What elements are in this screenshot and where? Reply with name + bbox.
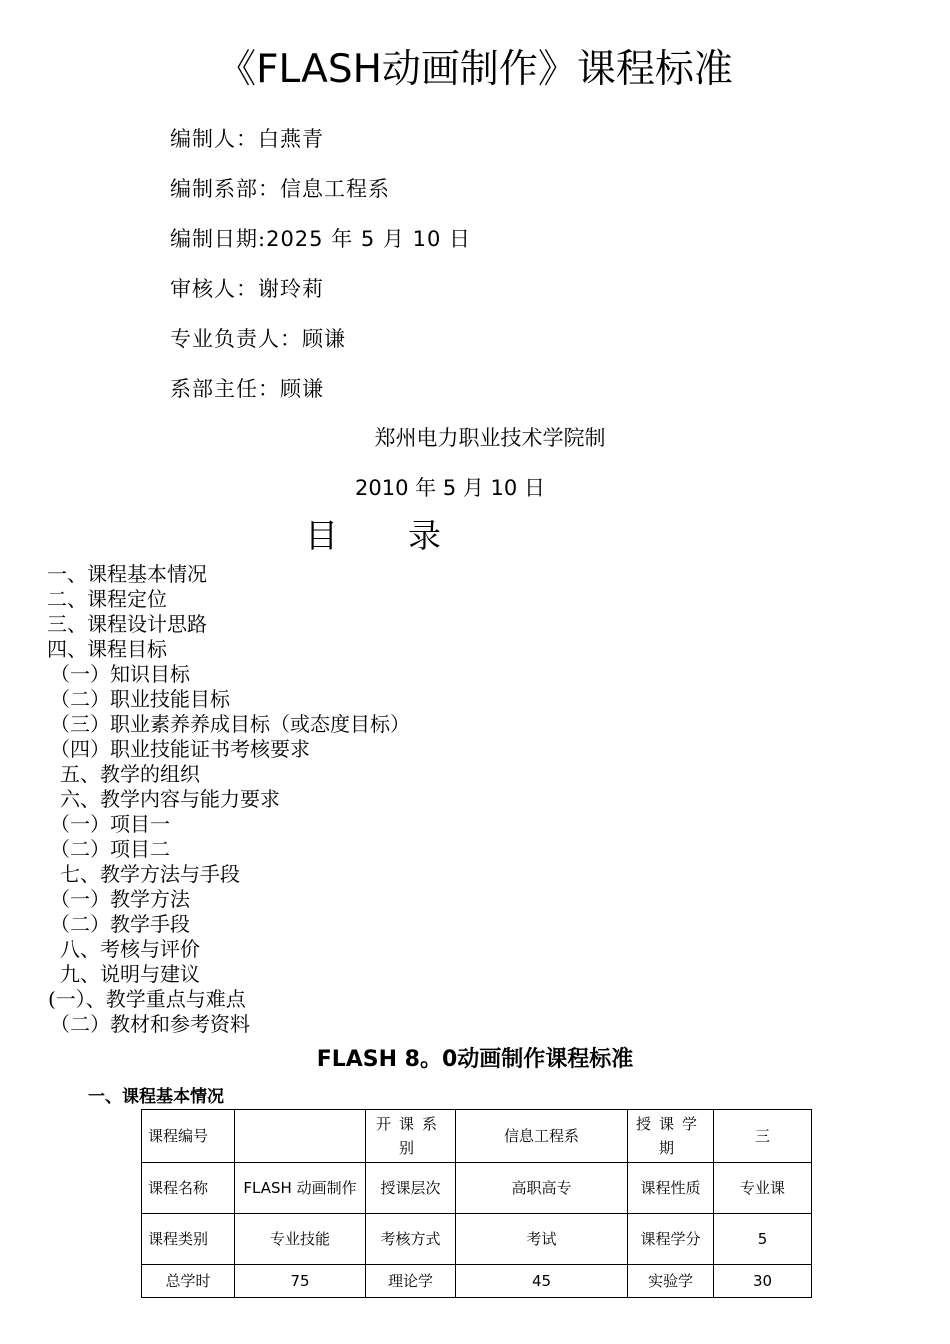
table-cell: 信息工程系 [456, 1110, 628, 1163]
toc-item[interactable]: （一）教学方法 [50, 887, 190, 911]
meta-value: 信息工程系 [280, 177, 390, 201]
table-cell: 专业课 [714, 1163, 812, 1214]
table-cell: 课程性质 [628, 1163, 714, 1214]
meta-department [170, 175, 390, 203]
table-cell: 三 [714, 1110, 812, 1163]
section-heading: 一、课程基本情况 [88, 1087, 224, 1107]
meta-label: 专业负责人： [170, 327, 302, 351]
meta-label: 审核人： [170, 277, 258, 301]
toc-item[interactable]: 七、教学方法与手段 [60, 862, 240, 886]
toc-item[interactable]: （三）职业素养养成目标（或态度目标） [50, 712, 410, 736]
table-cell: 授课学期 [628, 1110, 714, 1163]
course-standard-heading: FLASH 8。0动画制作课程标准 [316, 1047, 634, 1072]
document-title: 《FLASH动画制作》课程标准 [217, 47, 733, 92]
table-row [142, 1163, 812, 1214]
meta-label: 编制人： [170, 127, 258, 151]
toc-item[interactable]: 三、课程设计思路 [47, 612, 207, 636]
table-row [142, 1110, 812, 1163]
table-cell: 课程类别 [142, 1214, 235, 1265]
toc-item[interactable]: 一、课程基本情况 [47, 562, 207, 586]
table-cell [235, 1110, 366, 1163]
table-cell: FLASH 动画制作 [235, 1163, 366, 1214]
toc-item[interactable]: （一）知识目标 [50, 662, 190, 686]
toc-item[interactable]: 五、教学的组织 [60, 762, 200, 786]
toc-item[interactable]: （二）职业技能目标 [50, 687, 230, 711]
table-cell: 30 [714, 1265, 812, 1298]
meta-dept-head [170, 375, 324, 403]
toc-item[interactable]: (一）、教学重点与难点 [48, 987, 246, 1011]
toc-title: 目录 [305, 516, 511, 555]
meta-author [170, 125, 324, 153]
meta-reviewer [170, 275, 324, 303]
institution-line: 郑州电力职业技术学院制 [374, 426, 606, 450]
toc-item[interactable]: （二）教材和参考资料 [50, 1012, 250, 1036]
table-cell: 5 [714, 1214, 812, 1265]
table-cell: 高职高专 [456, 1163, 628, 1214]
meta-label: 系部主任： [170, 377, 280, 401]
table-cell: 45 [456, 1265, 628, 1298]
meta-label: 编制日期: [170, 227, 267, 251]
table-cell: 考试 [456, 1214, 628, 1265]
meta-value: 顾谦 [302, 327, 346, 351]
table-cell: 考核方式 [366, 1214, 456, 1265]
table-cell: 课程学分 [628, 1214, 714, 1265]
table-cell: 总学时 [142, 1265, 235, 1298]
table-cell: 课程名称 [142, 1163, 235, 1214]
meta-label: 编制系部： [170, 177, 280, 201]
toc-item[interactable]: 六、教学内容与能力要求 [60, 787, 280, 811]
toc-item[interactable]: 九、说明与建议 [60, 962, 200, 986]
meta-date [170, 225, 471, 253]
table-cell: 课程编号 [142, 1110, 235, 1163]
table-cell: 理论学 [366, 1265, 456, 1298]
meta-value: 白燕青 [258, 127, 324, 151]
table-cell: 专业技能 [235, 1214, 366, 1265]
table-cell: 开课系别 [366, 1110, 456, 1163]
course-info-table [141, 1109, 812, 1298]
table-cell: 实验学 [628, 1265, 714, 1298]
table-cell: 授课层次 [366, 1163, 456, 1214]
table-row [142, 1265, 812, 1298]
toc-item[interactable]: 八、考核与评价 [60, 937, 200, 961]
meta-major-lead [170, 325, 346, 353]
meta-value: 谢玲莉 [258, 277, 324, 301]
meta-value: 2025 年 5 月 10 日 [266, 227, 471, 251]
table-row [142, 1214, 812, 1265]
toc-item[interactable]: （二）教学手段 [50, 912, 190, 936]
toc-item[interactable]: 二、课程定位 [47, 587, 167, 611]
toc-item[interactable]: （四）职业技能证书考核要求 [50, 737, 310, 761]
toc-item[interactable]: 四、课程目标 [47, 637, 167, 661]
issue-date: 2010 年 5 月 10 日 [355, 476, 545, 500]
table-cell: 75 [235, 1265, 366, 1298]
toc-item[interactable]: （一）项目一 [50, 812, 170, 836]
toc-item[interactable]: （二）项目二 [50, 837, 170, 861]
meta-value: 顾谦 [280, 377, 324, 401]
